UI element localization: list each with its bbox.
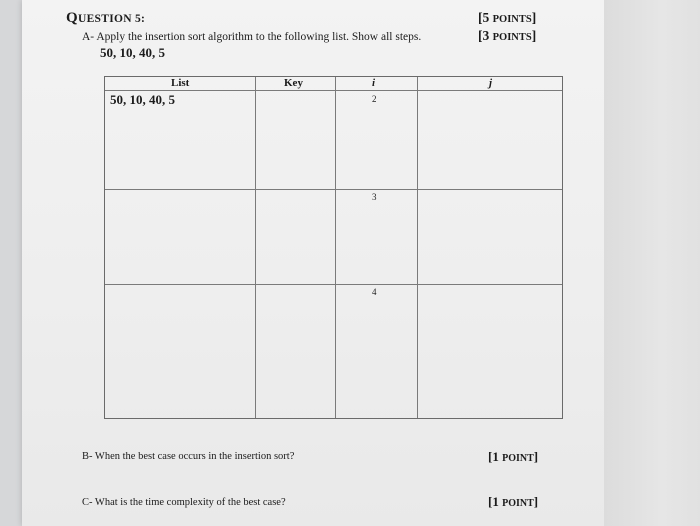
header-key: Key — [284, 77, 303, 89]
question-points — [478, 10, 536, 26]
part-c-points — [488, 494, 538, 510]
header-j: j — [489, 77, 493, 89]
table-row-divider — [105, 284, 562, 285]
question-title-rest: UESTION 5: — [77, 13, 146, 25]
background-surface — [604, 0, 700, 526]
header-list: List — [171, 77, 190, 89]
table-row-divider — [105, 189, 562, 190]
part-a-prompt: A- Apply the insertion sort algorithm to the following list. Show all steps. — [82, 31, 422, 43]
insertion-sort-table — [104, 76, 563, 419]
row-3-i-value: 4 — [372, 287, 377, 297]
part-a-points-open: [3 — [478, 28, 493, 43]
question-points-open: [5 — [478, 10, 493, 25]
question-title-initial: Q — [66, 10, 78, 26]
part-a-points — [478, 28, 536, 44]
row-1-list-value: 50, 10, 40, 5 — [110, 92, 175, 107]
table-column-divider — [255, 77, 256, 418]
table-column-divider — [417, 77, 418, 418]
row-2-i-value: 3 — [372, 192, 377, 202]
table-header-divider — [105, 90, 562, 91]
part-c-prompt: C- What is the time complexity of the best case? — [82, 497, 286, 508]
question-title — [66, 10, 145, 27]
row-1-i-value: 2 — [372, 94, 377, 104]
part-a-points-close: ] — [531, 28, 537, 43]
question-points-word: POINTS — [492, 14, 532, 25]
part-b-points-word: POINT — [502, 453, 534, 464]
part-c-points-open: [1 — [488, 494, 503, 509]
header-i: i — [372, 77, 376, 89]
part-b-points-close: ] — [533, 449, 539, 464]
part-c-points-word: POINT — [502, 498, 534, 509]
part-b-prompt: B- When the best case occurs in the insertion sort? — [82, 451, 295, 462]
question-points-close: ] — [531, 10, 537, 25]
part-a-points-word: POINTS — [492, 32, 532, 43]
part-c-points-close: ] — [533, 494, 539, 509]
table-column-divider — [335, 77, 336, 418]
part-b-points-open: [1 — [488, 449, 503, 464]
part-b-points — [488, 449, 538, 465]
part-a-list: 50, 10, 40, 5 — [100, 45, 165, 60]
